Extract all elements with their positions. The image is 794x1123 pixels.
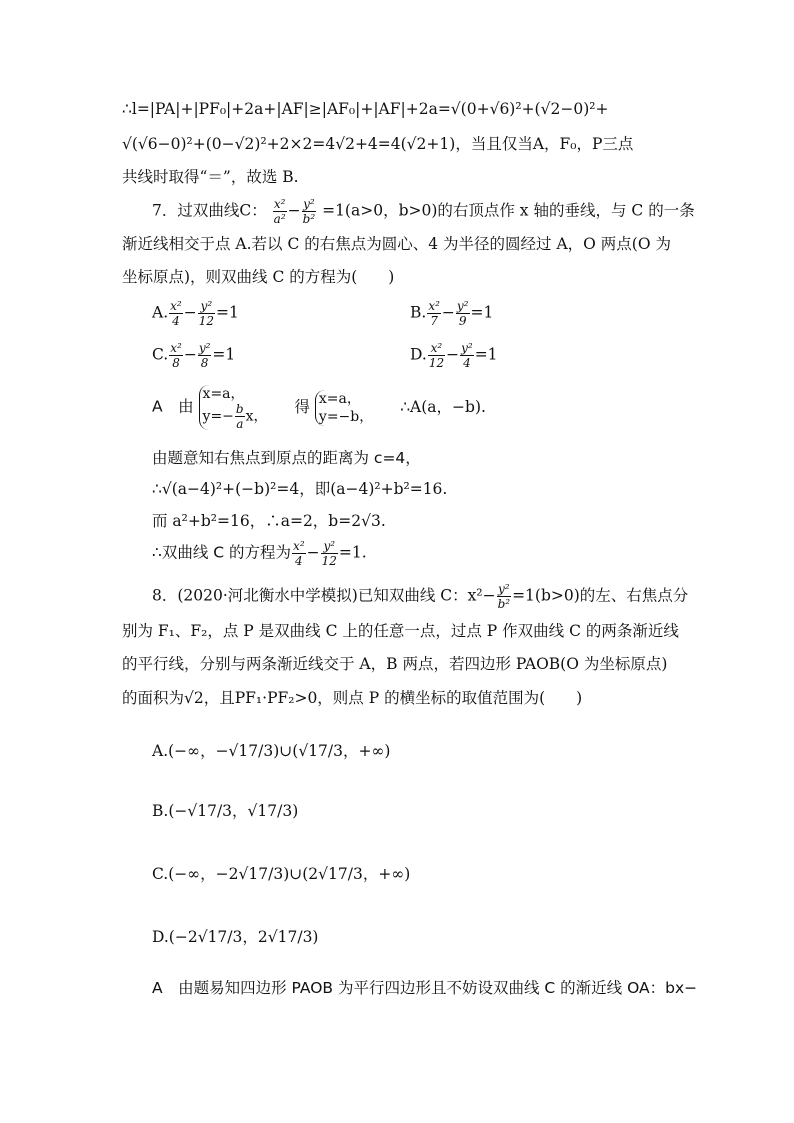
q7-solution-5: ∴双曲线 C 的方程为 $\frac{\text{x²}}{4}$ − $\frac{\text{y²}}{12}$ =1. [152, 539, 367, 568]
fraction-x2-a2: $\frac{\text{x²}}{\text{a²}}$ [273, 197, 286, 226]
q8-line-2: 别为 F₁、F₂，点 P 是双曲线 C 上的任意一点，过点 P 作双曲线 C 的两条渐近线 [122, 622, 679, 640]
q7-line-1: 7．过双曲线C： $\frac{\text{x²}}{\text{a²}}$ − $\frac{\text{y²}}{\text{b²}}$ =1(a>0，b>0)的右顶点作 x 轴的垂线，与 C 的一条 [152, 197, 695, 226]
q8-option-d: D.(−2√17/3，2√17/3) [152, 928, 319, 946]
q7-line-3 [122, 266, 394, 288]
q7-text-3: 坐标原点)，则双曲线 C 的方程为( ) [122, 268, 395, 286]
fraction-y2-b2: $\frac{\text{y²}}{\text{b²}}$ [302, 197, 316, 226]
q7-text-1a: 7．过双曲线C： [152, 201, 267, 220]
system-result: x=a， y=−b， [315, 390, 373, 426]
q7-solution-3: ∴√(a−4)²+(−b)²=4，即(a−4)²+b²=16. [152, 480, 448, 498]
q7-option-d: D. $\frac{\text{x²}}{12}$ − $\frac{\text{y²}}{4}$ =1 [410, 341, 498, 370]
q8-line-3: 的平行线，分别与两条渐近线交于 A，B 两点，若四边形 PAOB(O 为坐标原点) [122, 655, 668, 673]
q7-solution-4: 而 a²+b²=16，∴a=2，b=2√3. [152, 512, 386, 530]
q7-text-2: 渐近线相交于点 A.若以 C 的右焦点为圆心、4 为半径的圆经过 A，O 两点(O 为 [122, 235, 671, 253]
q8-line-1: 8．(2020·河北衡水中学模拟)已知双曲线 C：x²− $\frac{\text{y²}}{\text{b²}}$ =1(b>0)的左、右焦点分 [152, 582, 689, 611]
q7-solution-2: 由题意知右焦点到原点的距离为 c=4， [152, 449, 421, 467]
q7-option-c: C. $\frac{\text{x²}}{8}$ − $\frac{\text{y²}}{8}$ =1 [152, 341, 236, 370]
solution-line-3 [122, 166, 299, 188]
q8-option-c: C.(−∞，−2√17/3)∪(2√17/3，+∞) [152, 865, 411, 883]
q7-solution-1: A 由 x=a， y=− $\frac{b}{a}$ x， 得 x=a， y=−b， ∴A(a，−b). [152, 386, 486, 431]
q8-solution-1: A 由题易知四边形 PAOB 为平行四边形且不妨设双曲线 C 的渐近线 OA：bx− [152, 979, 698, 997]
q7-option-b: B. $\frac{\text{x²}}{7}$ − $\frac{\text{y²}}{9}$ =1 [410, 299, 494, 328]
q8-line-4: 的面积为√2，且PF₁·PF₂>0，则点 P 的横坐标的取值范围为( ) [122, 689, 583, 707]
q8-option-a: A.(−∞，−√17/3)∪(√17/3，+∞) [152, 742, 391, 760]
q8-option-b: B.(−√17/3，√17/3) [152, 802, 299, 820]
system-equations: x=a， y=− $\frac{b}{a}$ x， [199, 385, 268, 430]
solution-line-2 [122, 133, 633, 155]
text-l2: √(√6−0)²+(0−√2)²+2×2=4√2+4=4(√2+1)，当且仅当A，F₀，P三点 [122, 135, 634, 153]
q7-option-a: A. $\frac{\text{x²}}{4}$ − $\frac{\text{y²}}{12}$ =1 [152, 299, 239, 328]
q7-line-2 [122, 233, 671, 255]
text-l3: 共线时取得“＝”，故选 B. [122, 168, 299, 186]
text-l1: ∴l=|PA|+|PF₀|+2a+|AF|≥|AF₀|+|AF|+2a=√(0+√6)²+(√2−0)²+ [122, 100, 609, 118]
q7-text-1b: =1(a>0，b>0)的右顶点作 x 轴的垂线，与 C 的一条 [322, 201, 695, 220]
solution-line-1 [122, 98, 608, 120]
